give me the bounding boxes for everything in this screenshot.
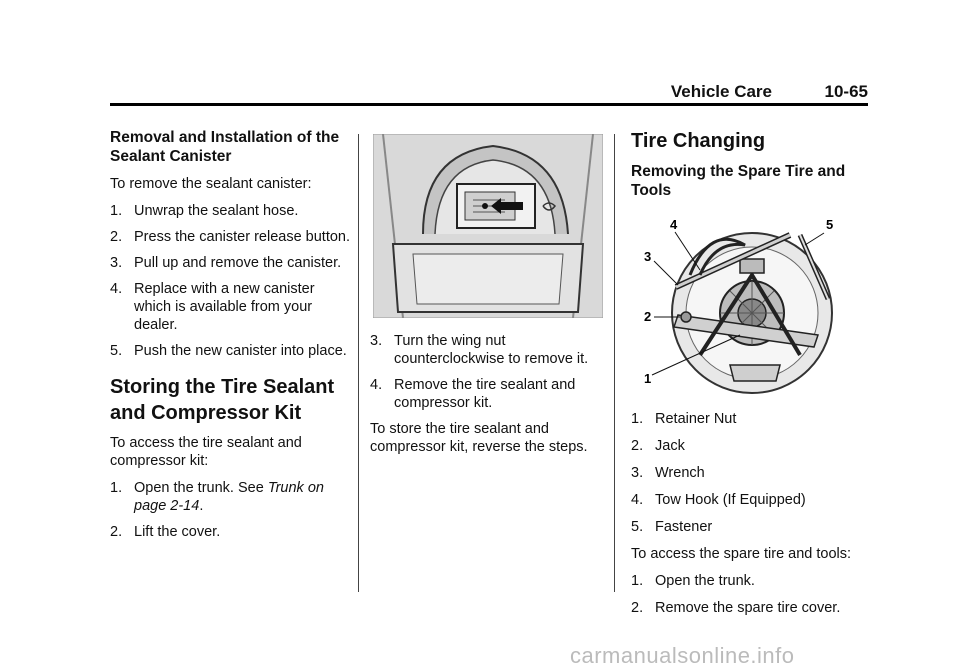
list-item: 5. Fastener (631, 519, 713, 535)
spare-tire-tools-illustration (640, 215, 845, 400)
page-number: 10-65 (824, 82, 868, 101)
trunk-compressor-illustration (373, 134, 603, 318)
column-1 (110, 128, 350, 549)
list-item: 5. Push the new canister into place. (110, 343, 347, 359)
list-item: 2. Lift the cover. (110, 524, 221, 540)
trunk-page-link[interactable]: Trunk on page 2-14 (134, 480, 324, 514)
callout-2: 2 (644, 309, 652, 324)
list-item: 3. Pull up and remove the canister. (110, 255, 342, 271)
heading-storing-kit: Storing the Tire Sealant and Compressor Kit (110, 376, 335, 424)
list-item: 2. Jack (631, 438, 685, 454)
column-divider-left (358, 134, 359, 592)
heading-removal-installation: Removal and Installation of the Sealant Canister (110, 129, 340, 165)
list-item: 4. Tow Hook (If Equipped) (631, 492, 806, 508)
heading-tire-changing: Tire Changing (631, 130, 766, 152)
list-item: 4. Remove the tire sealant and compressor kit. (370, 377, 576, 411)
list-item: 2. Remove the spare tire cover. (631, 600, 841, 616)
list-item: 1. Unwrap the sealant hose. (110, 203, 299, 219)
list-item: 1. Open the trunk. See Trunk on page 2-14. (110, 480, 324, 514)
callout-1: 1 (644, 371, 652, 386)
list-item: 4. Replace with a new canister which is available from your dealer. (110, 281, 315, 333)
spare-access-intro: To access the spare tire and tools: (631, 546, 852, 562)
watermark: carmanualsonline.info (570, 643, 795, 668)
column-3-lower (631, 410, 869, 626)
removal-steps (110, 202, 350, 360)
callout-3: 3 (644, 249, 652, 264)
store-instructions: To store the tire sealant and compressor kit, reverse the steps. (370, 421, 588, 455)
list-item: 1. Retainer Nut (631, 411, 737, 427)
list-item: 1. Open the trunk. (631, 573, 755, 589)
removal-intro: To remove the sealant canister: (110, 176, 312, 192)
callout-5: 5 (826, 217, 834, 232)
column-divider-right (614, 134, 615, 592)
heading-removing-spare: Removing the Spare Tire and Tools (631, 163, 846, 199)
header-rule (110, 103, 868, 106)
storing-intro: To access the tire sealant and compressor kit: (110, 435, 302, 469)
column-3 (631, 128, 869, 209)
trunk-drawing (373, 134, 603, 318)
list-item: 2. Press the canister release button. (110, 229, 351, 245)
callout-4: 4 (670, 217, 678, 232)
list-item: 3. Wrench (631, 465, 705, 481)
list-item: 3. Turn the wing nut counterclockwise to remove it. (370, 333, 589, 367)
section-title: Vehicle Care (670, 82, 772, 101)
spare-tire-drawing (640, 215, 845, 400)
column-2 (370, 332, 606, 465)
